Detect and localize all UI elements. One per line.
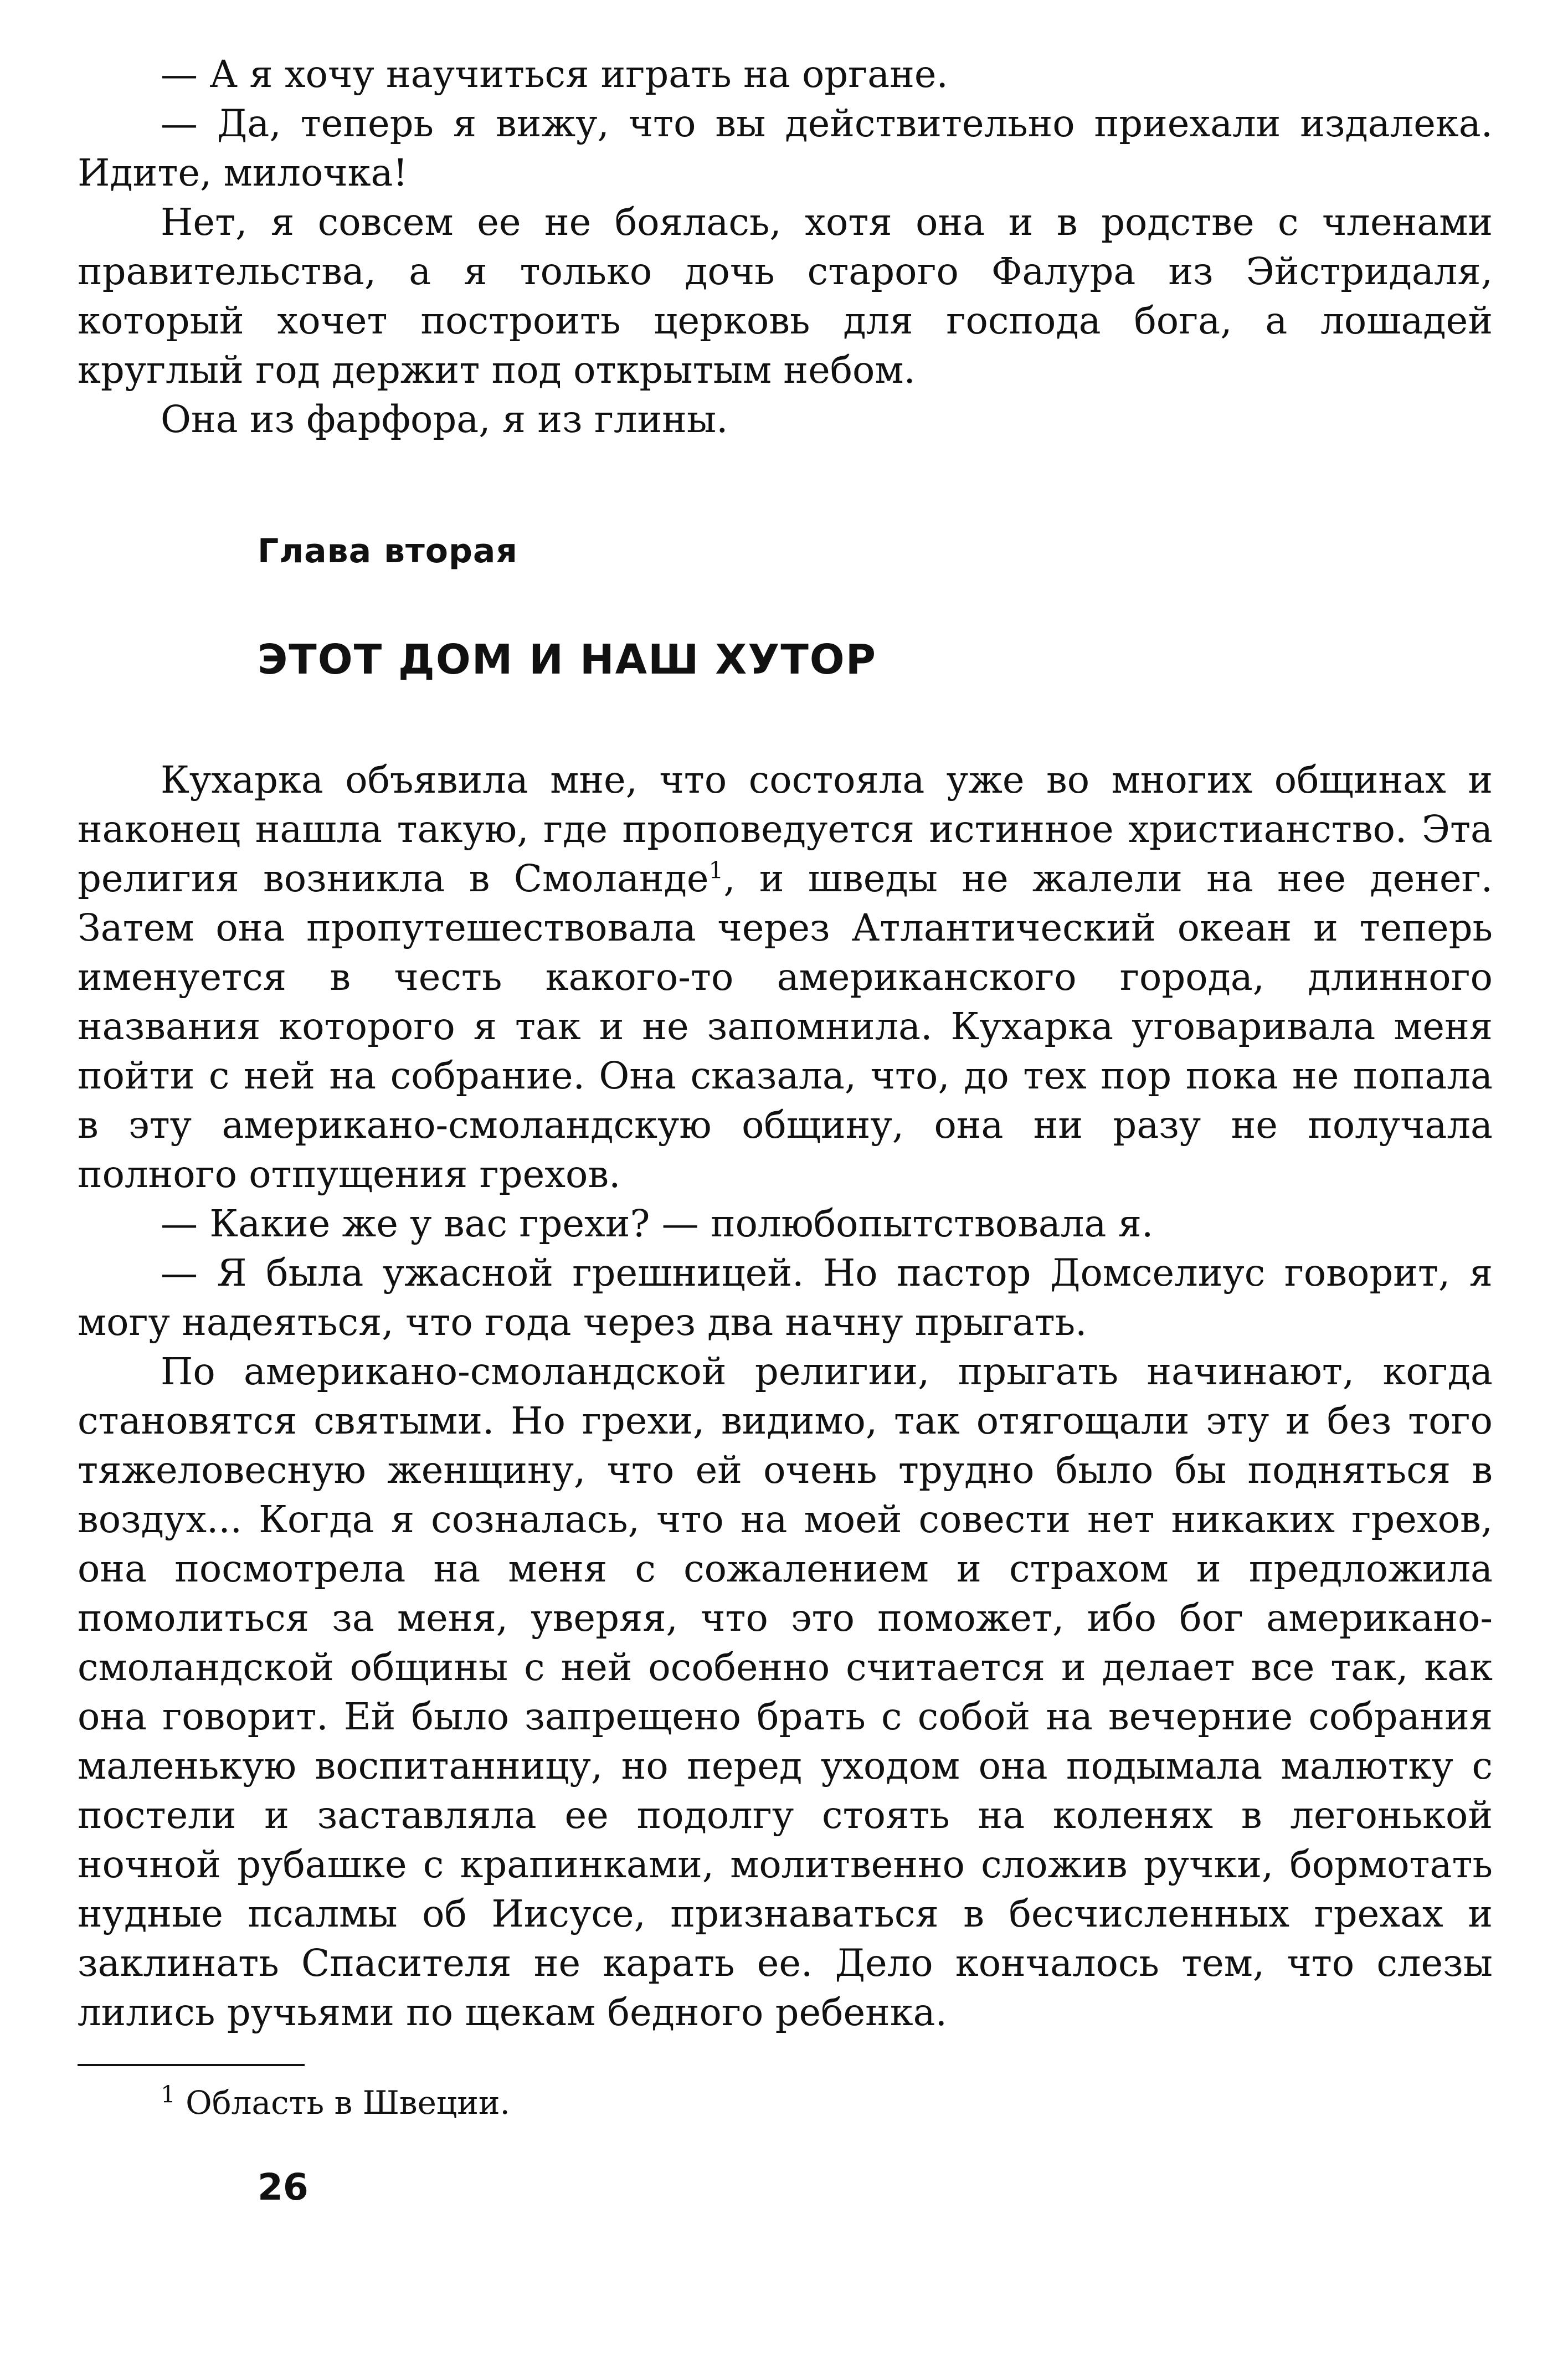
paragraph: — Какие же у вас грехи? — полюбопытствовала я. xyxy=(161,1202,1154,1245)
page xyxy=(78,50,1493,2208)
footnote-reference: 1 xyxy=(708,856,724,884)
chapter-title: ЭТОТ ДОМ И НАШ ХУТОР xyxy=(258,636,877,684)
paragraph: — Да, теперь я вижу, что вы действительно приехали издалека. Идите, милочка! xyxy=(78,102,1493,194)
chapter-label: Глава вторая xyxy=(258,532,518,571)
paragraph: Она из фарфора, я из глины. xyxy=(161,398,728,441)
paragraph: — А я хочу научиться играть на органе. xyxy=(161,53,948,96)
paragraph: — Я была ужасной грешницей. Но пастор Домселиус говорит, я могу надеяться, что года через два начну прыгать. xyxy=(78,1251,1493,1344)
paragraph-text: , и шведы не жалели на нее денег. Затем она пропутешествовала через Атлантический океан и теперь именуется в честь какого-то американского города, длинного названия которого я так и не запомнила. Кухарка уговаривала меня пойти с ней на собрание. Она сказала, что, до тех пор пока не попала в эту американо-смоландскую общину, она ни разу не получала полного отпущения грехов. xyxy=(78,857,1493,1196)
paragraph: Нет, я совсем ее не боялась, хотя она и в родстве с членами правительства, а я только дочь старого Фалура из Эйстридаля, который хочет построить церковь для господа бога, а лошадей круглый год держит под открытым небом. xyxy=(78,201,1493,392)
footnote-text: Область в Швеции. xyxy=(186,2084,510,2122)
footnote-divider xyxy=(78,2064,305,2066)
paragraph: По американо-смоландской религии, прыгать начинают, когда становятся святыми. Но грехи, видимо, так отягощали эту и без того тяжеловесную женщину, что ей очень трудно было бы подняться в воздух... Когда я созналась, что на моей совести нет никаких грехов, она посмотрела на меня с сожалением и страхом и предложила помолиться за меня, уверяя, что это поможет, ибо бог американо-смоландской общины с ней особенно считается и делает все так, как она говорит. Ей было запрещено брать с собой на вечерние собрания маленькую воспитанницу, но перед уходом она подымала малютку с постели и заставляла ее подолгу стоять на коленях в легонькой ночной рубашке с крапинками, молитвенно сложив ручки, бормотать нудные псалмы об Иисусе, признаваться в бесчисленных грехах и заклинать Спасителя не карать ее. Дело кончалось тем, что слезы лились ручьями по щекам бедного ребенка. xyxy=(78,1350,1493,2034)
footnote xyxy=(78,2081,1493,2125)
paragraph xyxy=(78,756,1493,1199)
footnote-mark: 1 xyxy=(161,2081,176,2108)
page-number: 26 xyxy=(258,2166,309,2208)
paragraph-text: Кухарка объявила мне, что состояла уже во многих общинах и наконец нашла такую, где проповедуется истинное христианство. Эта религия возникла в Смоланде xyxy=(78,758,1493,900)
